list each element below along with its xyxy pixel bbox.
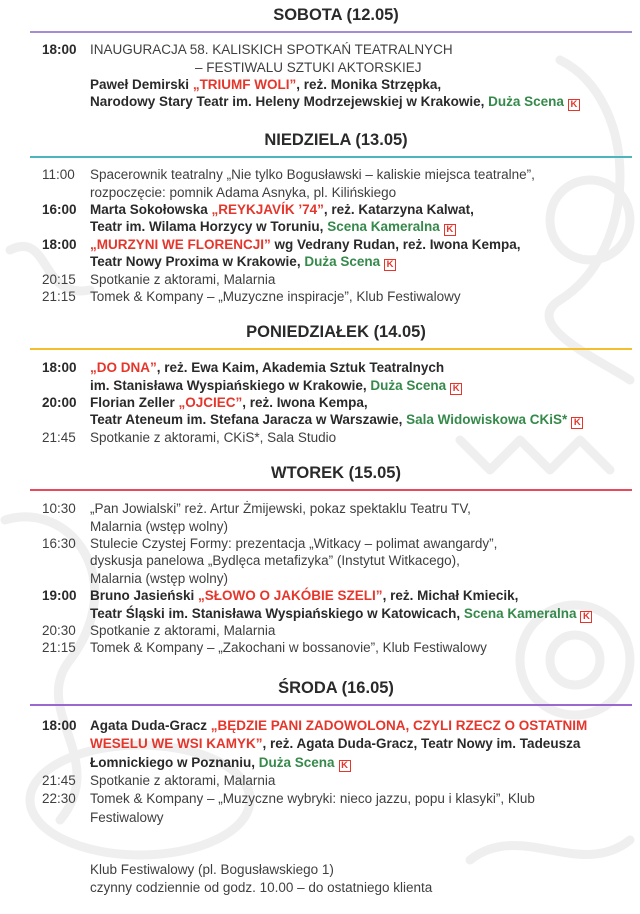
theatre: Teatr im. Wilama Horzycy w Toruniu,: [90, 219, 328, 235]
day-heading: NIEDZIELA (13.05): [264, 131, 408, 149]
event-time: 21:15: [42, 640, 76, 656]
k-badge-icon: K: [571, 417, 583, 429]
line-text: rozpoczęcie: pomnik Adama Asnyka, pl. Kilińskiego: [90, 184, 397, 200]
event-line: [90, 201, 640, 218]
event-description: [90, 717, 640, 772]
event-line: [90, 166, 640, 183]
show-title: WESELU WE WSI KAMYK”: [90, 736, 263, 752]
line-text: dyskusja panelowa „Bydlęca metafizyka” (Instytut Witkacego),: [90, 553, 460, 569]
event-item: [0, 639, 640, 656]
event-list: [0, 359, 640, 446]
event-line: [90, 639, 640, 656]
event-item: [0, 717, 640, 772]
event-time: 18:00: [42, 717, 77, 733]
event-list: [0, 41, 640, 111]
day-heading: SOBOTA (12.05): [273, 6, 399, 24]
author: Florian Zeller: [90, 395, 179, 411]
event-line: [90, 359, 640, 376]
day-sobota: [0, 5, 640, 111]
k-badge-icon: K: [384, 259, 396, 271]
theatre: im. Stanisława Wyspiańskiego w Krakowie,: [90, 377, 371, 393]
event-line: [90, 518, 640, 535]
director: , reż. Michał Kmiecik,: [382, 588, 519, 604]
show-title: „MURZYNI WE FLORENCJI”: [90, 236, 271, 252]
theatre: Łomnickiego w Poznaniu,: [90, 754, 259, 770]
event-line: [90, 218, 640, 235]
stage-name: Sala Widowiskowa CKiS*: [406, 412, 568, 428]
day-poniedzialek: [0, 322, 640, 445]
event-line: [90, 552, 640, 569]
theatre: Teatr Śląski im. Stanisława Wyspiańskiego w Katowicach,: [90, 605, 464, 621]
club-address: Klub Festiwalowy (pl. Bogusławskiego 1): [90, 862, 334, 877]
doodle-stroke: [470, 840, 630, 860]
event-time: 18:00: [42, 236, 77, 252]
show-title: „BĘDZIE PANI ZADOWOLONA, CZYLI RZECZ O OSTATNIM: [210, 717, 588, 733]
event-item: [0, 500, 640, 535]
stage-name: Duża Scena: [304, 254, 381, 270]
line-text: INAUGURACJA 58. KALISKICH SPOTKAŃ TEATRALNYCH: [90, 42, 453, 58]
event-line: [90, 76, 640, 93]
event-description: [90, 790, 640, 827]
event-description: [90, 359, 640, 394]
event-line: [90, 809, 640, 827]
theatre: Teatr Nowy Proxima w Krakowie,: [90, 254, 305, 270]
author: Agata Duda-Gracz: [90, 717, 211, 733]
event-time: 19:00: [42, 588, 77, 604]
stage-name: Duża Scena: [488, 94, 564, 110]
event-line: [90, 411, 640, 428]
event-time: 20:15: [42, 271, 76, 287]
event-line: [90, 717, 640, 735]
show-title: „OJCIEC”: [178, 395, 243, 411]
event-time: 11:00: [42, 167, 75, 183]
k-badge-icon: K: [444, 224, 456, 236]
k-badge-icon: K: [339, 760, 351, 772]
event-description: [90, 271, 640, 288]
event-description: [90, 236, 640, 271]
event-time: 21:45: [42, 429, 76, 445]
stage-name: Duża Scena: [370, 377, 447, 393]
event-line: [90, 41, 640, 58]
club-opening-hours: czynny codziennie od godz. 10.00 – do ostatniego klienta: [90, 880, 433, 895]
show-title: „DO DNA”: [90, 360, 157, 376]
stage-name: Scena Kameralna: [327, 219, 440, 235]
event-item: [0, 772, 640, 790]
event-item: [0, 201, 640, 236]
stage-name: Scena Kameralna: [463, 605, 577, 621]
author: Paweł Demirski: [90, 77, 193, 93]
day-heading: ŚRODA (16.05): [278, 679, 394, 697]
event-description: [90, 394, 640, 429]
event-time: 20:30: [42, 623, 76, 639]
event-time: 10:30: [42, 501, 76, 517]
line-text: Spotkanie z aktorami, Malarnia: [90, 623, 276, 639]
event-item: [0, 535, 640, 587]
author: Bruno Jasieński: [90, 588, 199, 604]
event-line: [90, 587, 640, 604]
k-badge-icon: K: [580, 611, 592, 623]
heading-rule: [30, 489, 632, 491]
line-text: Tomek & Kompany – „Muzyczne inspiracje”, Klub Festiwalowy: [90, 289, 461, 305]
event-list: [0, 717, 640, 827]
event-item: [0, 587, 640, 622]
event-line: [90, 253, 640, 270]
line-text: Spotkanie z aktorami, Malarnia: [90, 271, 276, 287]
event-item: [0, 790, 640, 827]
line-text: Tomek & Kompany – „Muzyczne wybryki: nieco jazzu, popu i klasyki”, Klub: [90, 791, 535, 807]
event-item: [0, 394, 640, 429]
event-description: [90, 587, 640, 622]
event-time: 16:30: [42, 536, 76, 552]
day-heading: PONIEDZIAŁEK (14.05): [246, 323, 426, 341]
event-line: [90, 236, 640, 253]
event-line: [90, 790, 640, 808]
event-time: 18:00: [42, 360, 77, 376]
show-title: „TRIUMF WOLI”: [192, 77, 297, 93]
line-text: Spacerownik teatralny „Nie tylko Bogusławski – kaliskie miejsca teatralne”,: [90, 167, 535, 183]
director: , reż. Ewa Kaim, Akademia Sztuk Teatralnych: [156, 360, 445, 376]
line-text: Spotkanie z aktorami, Malarnia: [90, 772, 276, 788]
director: , reż. Agata Duda-Gracz, Teatr Nowy im. Tadeusza: [262, 736, 581, 752]
director: wg Vedrany Rudan, reż. Iwona Kempa,: [270, 236, 521, 252]
event-list: [0, 166, 640, 305]
event-line: [90, 570, 640, 587]
event-item: [0, 622, 640, 639]
event-description: [90, 622, 640, 639]
event-time: 18:00: [42, 42, 77, 58]
event-line: [90, 535, 640, 552]
event-description: [90, 535, 640, 587]
event-line: [90, 500, 640, 517]
event-line: [90, 93, 640, 110]
event-time: 20:00: [42, 395, 77, 411]
event-time: 22:30: [42, 791, 76, 807]
stage-name: Duża Scena: [258, 754, 335, 770]
day-sroda: [0, 678, 640, 825]
event-line: [90, 377, 640, 394]
director: , reż. Monika Strzępka,: [296, 77, 442, 93]
event-line: [90, 735, 640, 753]
event-item: [0, 166, 640, 201]
line-text: Malarnia (wstęp wolny): [90, 570, 229, 586]
director: , reż. Iwona Kempa,: [242, 395, 368, 411]
event-line: [90, 394, 640, 411]
day-heading: WTOREK (15.05): [271, 464, 401, 482]
event-line: [90, 271, 640, 288]
event-description: [90, 166, 640, 201]
event-description: [90, 41, 640, 111]
event-item: [0, 271, 640, 288]
event-time: 21:15: [42, 289, 76, 305]
event-item: [0, 236, 640, 271]
heading-rule: [30, 156, 632, 158]
event-item: [0, 41, 640, 111]
k-badge-icon: K: [568, 99, 580, 111]
event-time: 16:00: [42, 202, 77, 218]
heading-rule: [30, 348, 632, 350]
club-info-footer: [90, 861, 630, 897]
k-badge-icon: K: [450, 383, 462, 395]
line-text: Malarnia (wstęp wolny): [90, 518, 229, 534]
event-line: [90, 622, 640, 639]
author: Marta Sokołowska: [90, 202, 212, 218]
line-text: Stulecie Czystej Formy: prezentacja „Witkacy – polimat awangardy”,: [90, 536, 498, 552]
line-text: „Pan Jowialski” reż. Artur Żmijewski, pokaz spektaklu Teatru TV,: [90, 501, 471, 517]
event-line: [90, 754, 640, 772]
day-niedziela: [0, 130, 640, 305]
line-text: Tomek & Kompany – „Zakochani w bossanovie”, Klub Festiwalowy: [90, 640, 487, 656]
event-line: [90, 605, 640, 622]
heading-rule: [30, 31, 632, 33]
line-text: Festiwalowy: [90, 809, 164, 825]
event-item: [0, 429, 640, 446]
event-item: [0, 359, 640, 394]
event-line: [90, 772, 640, 790]
event-line: [90, 184, 640, 201]
show-title: „SŁOWO O JAKÓBIE SZELI”: [198, 588, 383, 604]
theatre: Teatr Ateneum im. Stefana Jaracza w Warszawie,: [90, 412, 407, 428]
line-text: Spotkanie z aktorami, CKiS*, Sala Studio: [90, 429, 337, 445]
event-list: [0, 500, 640, 657]
theatre: Narodowy Stary Teatr im. Heleny Modrzejewskiej w Krakowie,: [90, 94, 489, 110]
heading-rule: [30, 704, 632, 706]
director: , reż. Katarzyna Kalwat,: [323, 202, 474, 218]
line-text: – FESTIWALU SZTUKI AKTORSKIEJ: [195, 59, 422, 75]
day-wtorek: [0, 463, 640, 656]
event-item: [0, 288, 640, 305]
event-description: [90, 201, 640, 236]
event-line: [90, 288, 640, 305]
event-description: [90, 772, 640, 790]
show-title: „REYKJAVÍK ’74”: [211, 202, 324, 218]
event-description: [90, 639, 640, 656]
event-time: 21:45: [42, 772, 76, 788]
event-line: [90, 429, 640, 446]
event-description: [90, 288, 640, 305]
event-description: [90, 429, 640, 446]
event-line: [90, 59, 640, 76]
event-description: [90, 500, 640, 535]
